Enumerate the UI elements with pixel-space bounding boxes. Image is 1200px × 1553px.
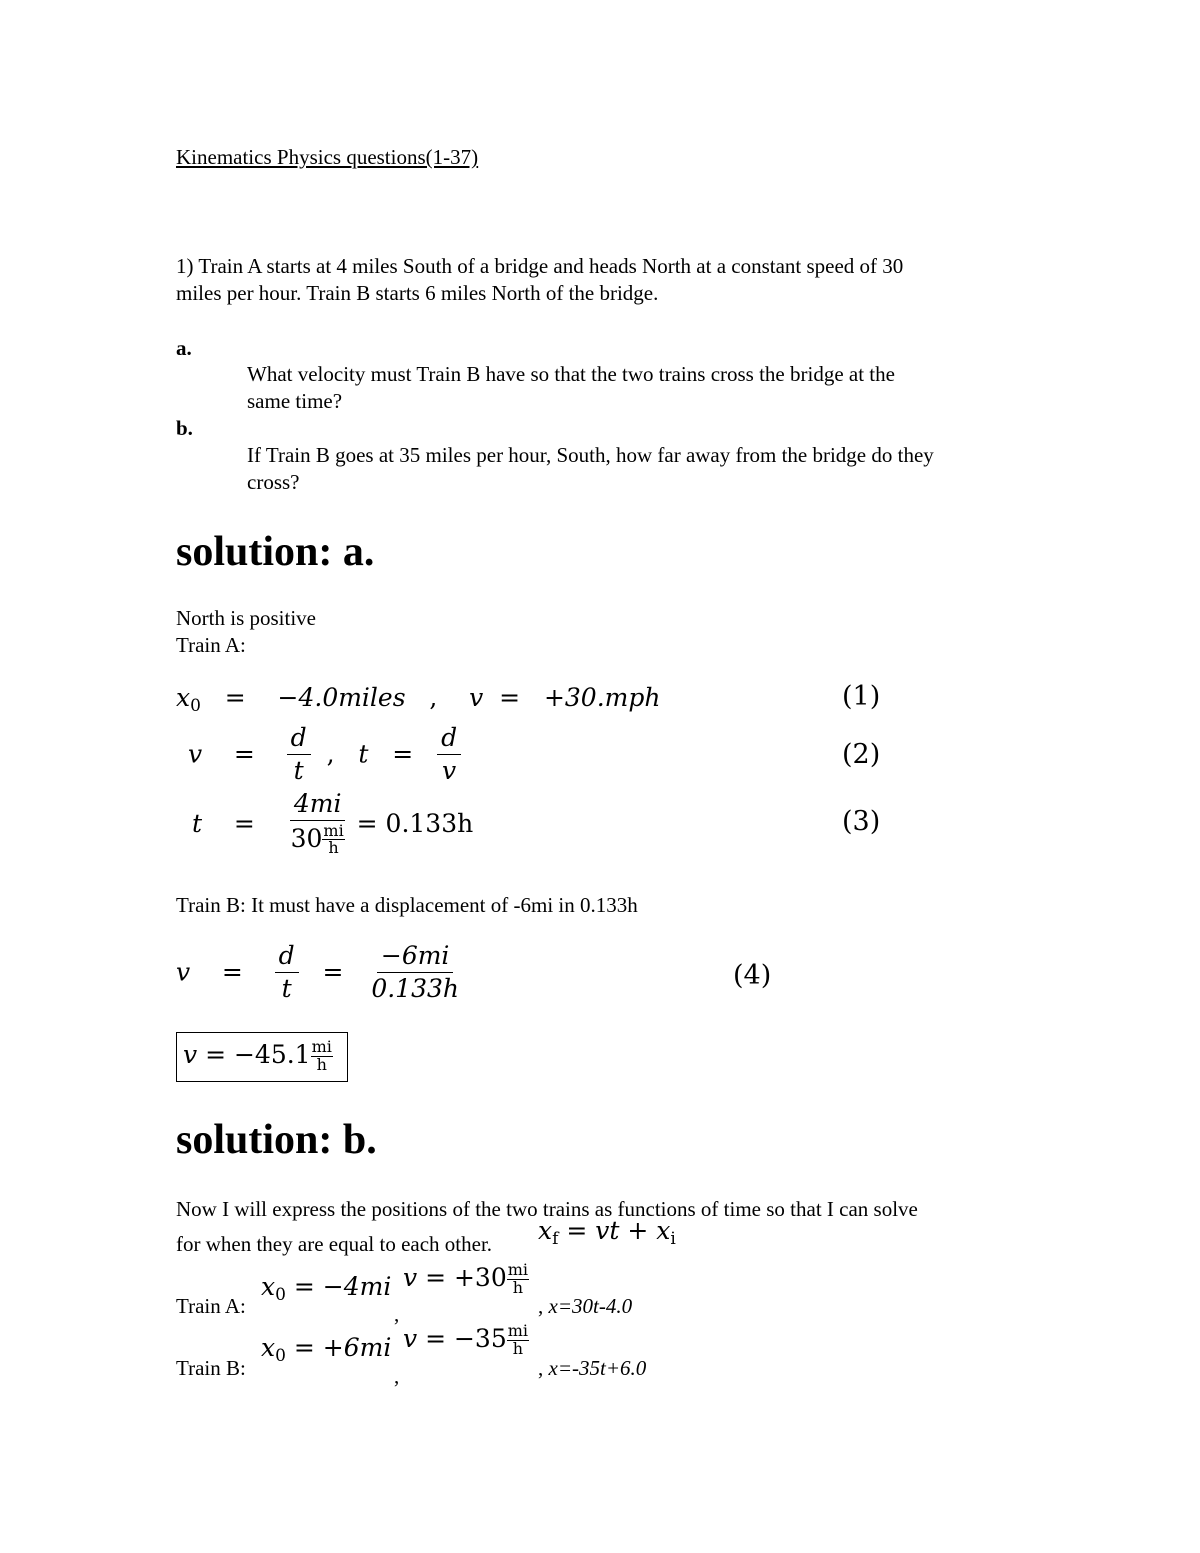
comma-separator: , [394,1302,400,1326]
train-a-equation-text: x=30t-4.0 [548,1294,633,1318]
answer-box: v = −45.1 $\frac{mi}{h}$ [176,1032,348,1082]
train-a-x0-value: −4mi [322,1272,392,1301]
equation-number-2: (2) [842,739,881,770]
part-b-line-1: If Train B goes at 35 miles per hour, South, how far away from the bridge do they [247,443,934,467]
eq1-v-value: +30.mph [543,683,661,712]
train-b-x0-value: +6mi [322,1333,392,1362]
equation-2: v = $\frac{d}{t}$ , t = $\frac{d}{v}$ [188,724,461,784]
solution-b-line-1: Now I will express the positions of the two trains as functions of time so that I can solve [176,1197,918,1221]
train-a-velocity: v = +30 $\frac{mi}{h}$ [403,1260,529,1297]
answer-value: −45.1 [233,1039,311,1069]
part-b-line-2: cross? [247,470,300,494]
train-a-x0: $x_0 = -4mi$ [261,1272,392,1305]
train-b-velocity: v = −35 $\frac{mi}{h}$ [403,1321,529,1358]
eq1-x0-value: −4.0miles [277,683,406,712]
equation-number-3: (3) [842,806,881,837]
equation-number-1: (1) [842,681,881,712]
train-a-label: Train A: [176,1294,246,1318]
solution-a-line-2: Train A: [176,633,246,657]
train-b-description: Train B: It must have a displacement of -6mi in 0.133h [176,893,638,917]
part-b-label: b. [176,416,193,440]
eq3-result: = 0.133h [356,809,474,839]
part-a-line-2: same time? [247,389,343,413]
equation-1: $x_0$ = −4.0miles , v = +30.mph [176,683,661,716]
eq3-denominator-coefficient: 30 [290,823,323,853]
equation-3: t = 4mi 30 $\frac{mi}{h}$ = 0.133h [192,789,474,858]
train-b-velocity-value: −35 [453,1323,507,1353]
equation-number-4: (4) [733,960,772,991]
page-title: Kinematics Physics questions(1-37) [176,145,479,169]
train-b-equation: , x=-35t+6.0 [538,1356,647,1380]
solution-a-line-1: North is positive [176,606,316,630]
eq4-denominator: 0.133h [371,973,459,1003]
solution-b-line-2: for when they are equal to each other. [176,1232,493,1256]
position-formula: $x_f$ = vt + $x_i$ [538,1216,676,1249]
comma-separator: , [394,1364,400,1388]
eq4-numerator: −6mi [377,942,454,973]
problem-line-1: 1) Train A starts at 4 miles South of a bridge and heads North at a constant speed of 30 [176,254,904,278]
solution-b-heading: solution: b. [176,1117,377,1163]
train-b-equation-text: x=-35t+6.0 [548,1356,647,1380]
train-a-equation: , x=30t-4.0 [538,1294,633,1318]
equation-4: v = $\frac{d}{t}$ = $\frac{-6mi}{0.133h}$ [176,942,463,1002]
problem-line-2: miles per hour. Train B starts 6 miles North of the bridge. [176,281,659,305]
train-b-x0: $x_0 = +6mi$ [261,1333,392,1366]
part-a-label: a. [176,336,192,360]
train-a-velocity-value: +30 [453,1262,507,1292]
eq3-numerator: 4mi [290,790,346,821]
part-a-line-1: What velocity must Train B have so that the two trains cross the bridge at the [247,362,895,386]
solution-a-heading: solution: a. [176,529,375,575]
train-b-label: Train B: [176,1356,246,1380]
